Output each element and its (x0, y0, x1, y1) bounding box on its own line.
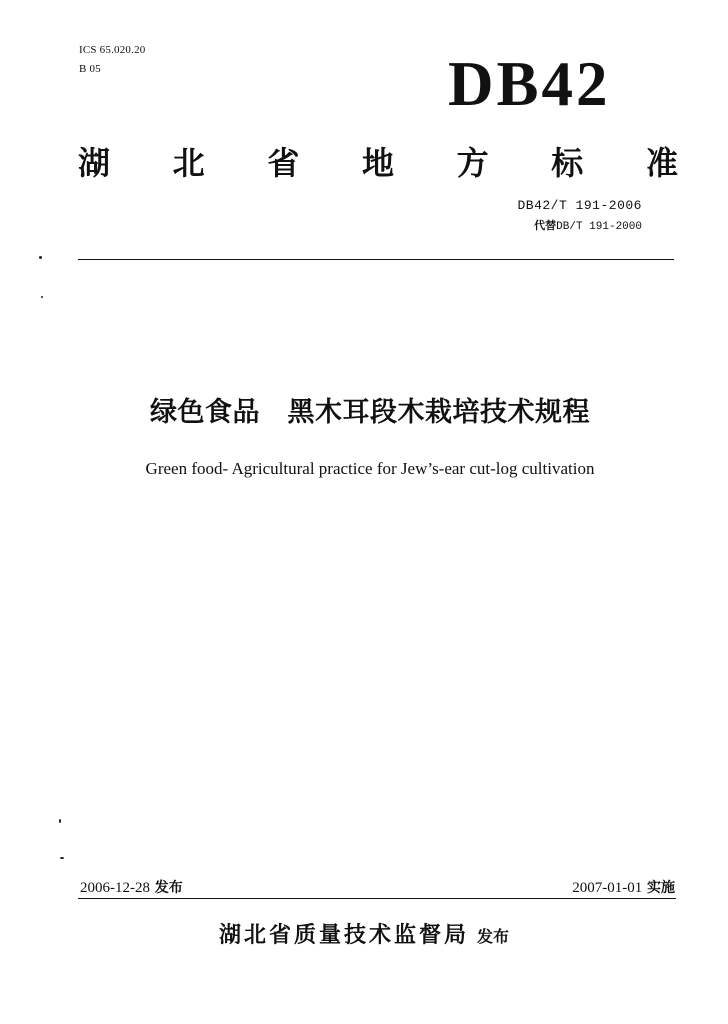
implementation-date: 2007-01-01 (572, 880, 643, 896)
issue-date: 2006-12-28 (80, 880, 150, 896)
issue-label: 发布 (154, 880, 183, 896)
standard-type-char: 湖 (78, 144, 111, 182)
title-english: Green food- Agricultural practice for Jew’s-ear cut-log cultivation (145, 459, 595, 478)
classification-code: B 05 (79, 63, 101, 75)
implementation-date-line (572, 877, 675, 898)
replaces-code: DB/T 191-2000 (556, 221, 642, 233)
header-divider (78, 259, 674, 260)
standard-code-large: DB42 (448, 49, 611, 119)
replaces-prefix: 代替 (534, 219, 557, 232)
implementation-label: 实施 (647, 880, 675, 896)
standard-type-char: 方 (456, 144, 489, 182)
standard-number: DB42/T 191-2006 (517, 198, 642, 213)
replaces-line (470, 219, 642, 234)
issue-date-line (80, 877, 183, 898)
issuer-line (0, 918, 728, 949)
standard-type-char: 标 (551, 144, 584, 182)
standard-type-char: 省 (267, 144, 300, 182)
title-chinese: 绿色食品 黑木耳段木栽培技术规程 (150, 397, 590, 428)
issuer-name: 湖北省质量技术监督局 (218, 923, 469, 948)
standard-type-char: 准 (645, 144, 678, 182)
standard-type-char: 地 (361, 144, 394, 182)
scan-speck (60, 857, 64, 859)
standard-type-heading (78, 138, 678, 184)
scan-speck (41, 296, 43, 298)
scan-speck (39, 256, 42, 259)
standard-type-char: 北 (172, 144, 205, 182)
issuer-suffix: 发布 (477, 927, 510, 946)
ics-code: ICS 65.020.20 (79, 44, 146, 56)
footer-divider (78, 898, 676, 899)
scan-speck (59, 819, 61, 823)
